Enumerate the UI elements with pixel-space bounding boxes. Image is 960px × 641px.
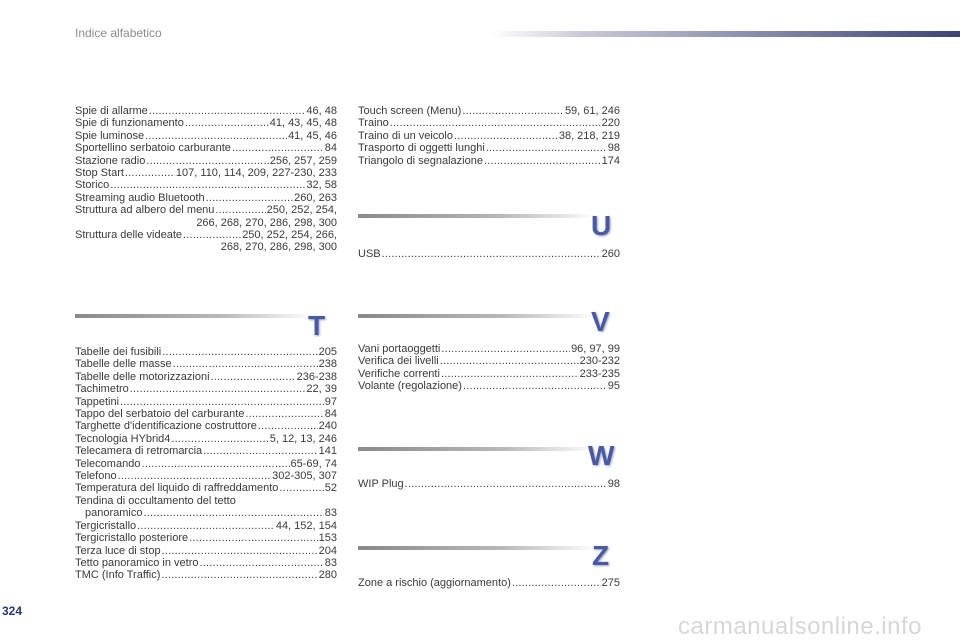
section-t-list-continued bbox=[358, 105, 620, 167]
index-entry: Traino ..... 220 bbox=[358, 117, 620, 129]
index-entry: Touch screen (Menu) ..... 59, 61, 246 bbox=[358, 105, 620, 117]
index-entry: Struttura delle videate ..... 250, 252, 254, 266, bbox=[75, 229, 337, 241]
index-entry: Stazione radio ..... 256, 257, 259 bbox=[75, 155, 337, 167]
index-entry: Stop Start ..... 107, 110, 114, 209, 227-230, 233 bbox=[75, 167, 337, 179]
index-entry: Streaming audio Bluetooth ..... 260, 263 bbox=[75, 192, 337, 204]
index-entry: Spie luminose ..... 41, 45, 46 bbox=[75, 130, 337, 142]
section-u-letter: U bbox=[591, 210, 612, 241]
index-entry: Vani portaoggetti ..... 96, 97, 99 bbox=[358, 343, 620, 355]
index-entry: Sportellino serbatoio carburante ..... 84 bbox=[75, 142, 337, 154]
index-entry: Targhette d'identificazione costruttore ..... 240 bbox=[75, 420, 337, 432]
section-w-list bbox=[358, 478, 620, 490]
section-u-divider bbox=[358, 214, 598, 218]
index-entry: Tappetini ..... 97 bbox=[75, 396, 337, 408]
index-entry: Temperatura del liquido di raffreddamento ..... 52 bbox=[75, 482, 337, 494]
index-entry-continuation: 268, 270, 286, 298, 300 bbox=[220, 241, 337, 254]
index-entry: WIP Plug ..... 98 bbox=[358, 478, 620, 490]
index-entry: Verifiche correnti ..... 233-235 bbox=[358, 368, 620, 380]
section-w-letter: W bbox=[588, 440, 615, 471]
index-entry: Traino di un veicolo ..... 38, 218, 219 bbox=[358, 130, 620, 142]
section-t-divider bbox=[75, 314, 315, 318]
section-z-list bbox=[358, 577, 620, 589]
section-t-letter: T bbox=[308, 310, 326, 341]
section-v-letter: V bbox=[591, 306, 610, 337]
page-header-title: Indice alfabetico bbox=[75, 26, 162, 40]
index-entry: Triangolo di segnalazione ..... 174 bbox=[358, 155, 620, 167]
index-entry: TMC (Info Traffic) ..... 280 bbox=[75, 569, 337, 581]
index-entry: Tabelle dei fusibili ..... 205 bbox=[75, 346, 337, 358]
section-v-list bbox=[358, 343, 620, 393]
index-entry: Tappo del serbatoio del carburante ..... 84 bbox=[75, 408, 337, 420]
index-entry: Tendina di occultamento del tetto bbox=[75, 494, 236, 507]
section-s-list bbox=[75, 105, 337, 254]
index-entry: Tergicristallo posteriore ..... 153 bbox=[75, 532, 337, 544]
index-entry: Verifica dei livelli ..... 230-232 bbox=[358, 355, 620, 367]
index-entry: Tabelle delle masse ..... 238 bbox=[75, 358, 337, 370]
index-entry: Spie di allarme ..... 46, 48 bbox=[75, 105, 337, 117]
section-t-list bbox=[75, 346, 337, 582]
section-w-divider bbox=[358, 447, 598, 451]
index-entry: Tabelle delle motorizzazioni ..... 236-238 bbox=[75, 371, 337, 383]
index-entry-continuation: panoramico ..... 83 bbox=[75, 507, 337, 519]
index-entry: Telefono ..... 302-305, 307 bbox=[75, 470, 337, 482]
index-entry: Tecnologia HYbrid4 ..... 5, 12, 13, 246 bbox=[75, 433, 337, 445]
index-entry: Tachimetro ..... 22, 39 bbox=[75, 383, 337, 395]
index-entry: Struttura ad albero del menu ..... 250, 252, 254, bbox=[75, 204, 337, 216]
section-u-list bbox=[358, 248, 620, 260]
index-entry: Trasporto di oggetti lunghi ..... 98 bbox=[358, 142, 620, 154]
index-entry: Tergicristallo ..... 44, 152, 154 bbox=[75, 520, 337, 532]
index-entry: Storico ..... 32, 58 bbox=[75, 179, 337, 191]
section-z-divider bbox=[358, 546, 598, 550]
index-entry-continuation: 266, 268, 270, 286, 298, 300 bbox=[196, 216, 337, 229]
index-entry: Telecamera di retromarcia ..... 141 bbox=[75, 445, 337, 457]
index-entry: Terza luce di stop ..... 204 bbox=[75, 545, 337, 557]
index-entry: USB ..... 260 bbox=[358, 248, 620, 260]
index-entry: Tetto panoramico in vetro ..... 83 bbox=[75, 557, 337, 569]
index-entry: Spie di funzionamento ..... 41, 43, 45, 48 bbox=[75, 117, 337, 129]
index-entry: Zone a rischio (aggiornamento) ..... 275 bbox=[358, 577, 620, 589]
page-number: 324 bbox=[2, 604, 23, 618]
section-z-letter: Z bbox=[592, 540, 610, 571]
section-v-divider bbox=[358, 314, 598, 318]
index-entry: Volante (regolazione) ..... 95 bbox=[358, 380, 620, 392]
header-accent-bar bbox=[490, 31, 960, 37]
index-entry: Telecomando ..... 65-69, 74 bbox=[75, 458, 337, 470]
watermark: carmanualsonline.info bbox=[678, 613, 922, 640]
